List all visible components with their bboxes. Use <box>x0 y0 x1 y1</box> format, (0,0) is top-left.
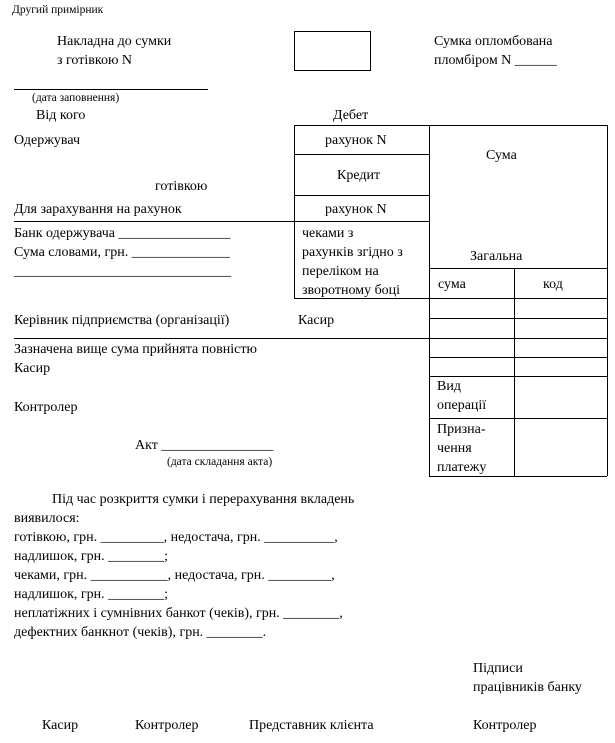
signature-controller: Контролер <box>473 718 537 733</box>
recipient-label: Одержувач <box>14 133 81 148</box>
grid-line <box>514 268 515 476</box>
grid-line <box>429 268 607 269</box>
grid-line <box>14 338 607 339</box>
signatures-heading: працівників банку <box>473 680 582 695</box>
grid-line <box>429 476 607 477</box>
fill-date-line <box>14 89 208 90</box>
sum-column-header: сума <box>438 277 466 292</box>
act-date-caption: (дата складання акта) <box>167 456 273 468</box>
amount-header: Сума <box>486 148 517 163</box>
form-title-line2: з готівкою N <box>57 53 133 68</box>
grid-line <box>14 221 429 222</box>
debit-label: Дебет <box>333 108 369 123</box>
act-field[interactable]: Акт ________________ <box>135 438 274 453</box>
opening-paragraph-line: виявилося: <box>14 511 80 526</box>
sealed-line2: пломбіром N ______ <box>434 53 557 68</box>
grid-line <box>429 125 607 126</box>
grid-line <box>429 418 607 419</box>
form-title-line1: Накладна до сумки <box>57 34 172 49</box>
for-account-label: Для зарахування на рахунок <box>14 202 182 217</box>
recipient-bank-field[interactable]: Банк одержувача ________________ <box>14 226 231 241</box>
from-label: Від кого <box>36 108 86 123</box>
payment-purpose-label: платежу <box>437 460 487 475</box>
sealed-line1: Сумка опломбована <box>434 34 553 49</box>
cash-result-line[interactable]: готівкою, грн. _________, недостача, грн. __________, <box>14 530 338 545</box>
amount-in-words-continued[interactable]: _______________________________ <box>14 264 231 279</box>
grid-line <box>429 125 430 476</box>
grid-line <box>294 125 295 298</box>
copy-label: Другий примірник <box>12 4 104 16</box>
cashier-label: Касир <box>298 313 335 328</box>
total-label: Загальна <box>470 249 523 264</box>
cheques-note-line: зворотному боці <box>302 283 401 298</box>
cheques-note-line: чеками з <box>302 226 354 241</box>
account-number-1: рахунок N <box>325 133 387 148</box>
payment-purpose-label: Призна- <box>437 422 486 437</box>
opening-paragraph-line: Під час розкриття сумки і перерахування вкладень <box>52 492 355 507</box>
grid-line <box>429 376 607 377</box>
account-number-2: рахунок N <box>325 202 387 217</box>
amount-in-words-field[interactable]: Сума словами, грн. ______________ <box>14 245 230 260</box>
cheques-surplus-line[interactable]: надлишок, грн. ________; <box>14 587 169 602</box>
signatures-heading: Підписи <box>473 661 523 676</box>
controller-label: Контролер <box>14 400 78 415</box>
cheques-result-line[interactable]: чеками, грн. ___________, недостача, грн. _________, <box>14 568 335 583</box>
payment-purpose-label: чення <box>437 441 472 456</box>
operation-type-label: Вид <box>437 379 461 394</box>
cash-word: готівкою <box>155 179 208 194</box>
grid-line <box>294 154 429 155</box>
cheques-note-line: переліком на <box>302 264 379 279</box>
signature-cashier: Касир <box>42 718 79 733</box>
signature-controller: Контролер <box>135 718 199 733</box>
grid-line <box>429 318 607 319</box>
defective-notes-line[interactable]: дефектних банкнот (чеків), грн. ________. <box>14 625 267 640</box>
signature-client-representative: Представник клієнта <box>249 718 374 733</box>
doubtful-notes-line[interactable]: неплатіжних і сумнівних банкот (чеків), грн. ________, <box>14 606 343 621</box>
accepted-text: Зазначена вище сума прийнята повністю <box>14 342 257 357</box>
grid-line <box>294 195 429 196</box>
fill-date-caption: (дата заповнення) <box>32 92 120 104</box>
code-column-header: код <box>543 277 563 292</box>
head-of-enterprise-label: Керівник підприємства (організації) <box>14 313 230 328</box>
grid-line <box>429 357 607 358</box>
cheques-note-line: рахунків згідно з <box>302 245 403 260</box>
cash-surplus-line[interactable]: надлишок, грн. ________; <box>14 549 169 564</box>
grid-line <box>294 125 429 126</box>
grid-line <box>607 125 608 476</box>
cashier-label: Касир <box>14 361 51 376</box>
operation-type-label: операції <box>437 398 487 413</box>
bag-number-box[interactable] <box>294 31 371 71</box>
credit-label: Кредит <box>337 168 381 183</box>
